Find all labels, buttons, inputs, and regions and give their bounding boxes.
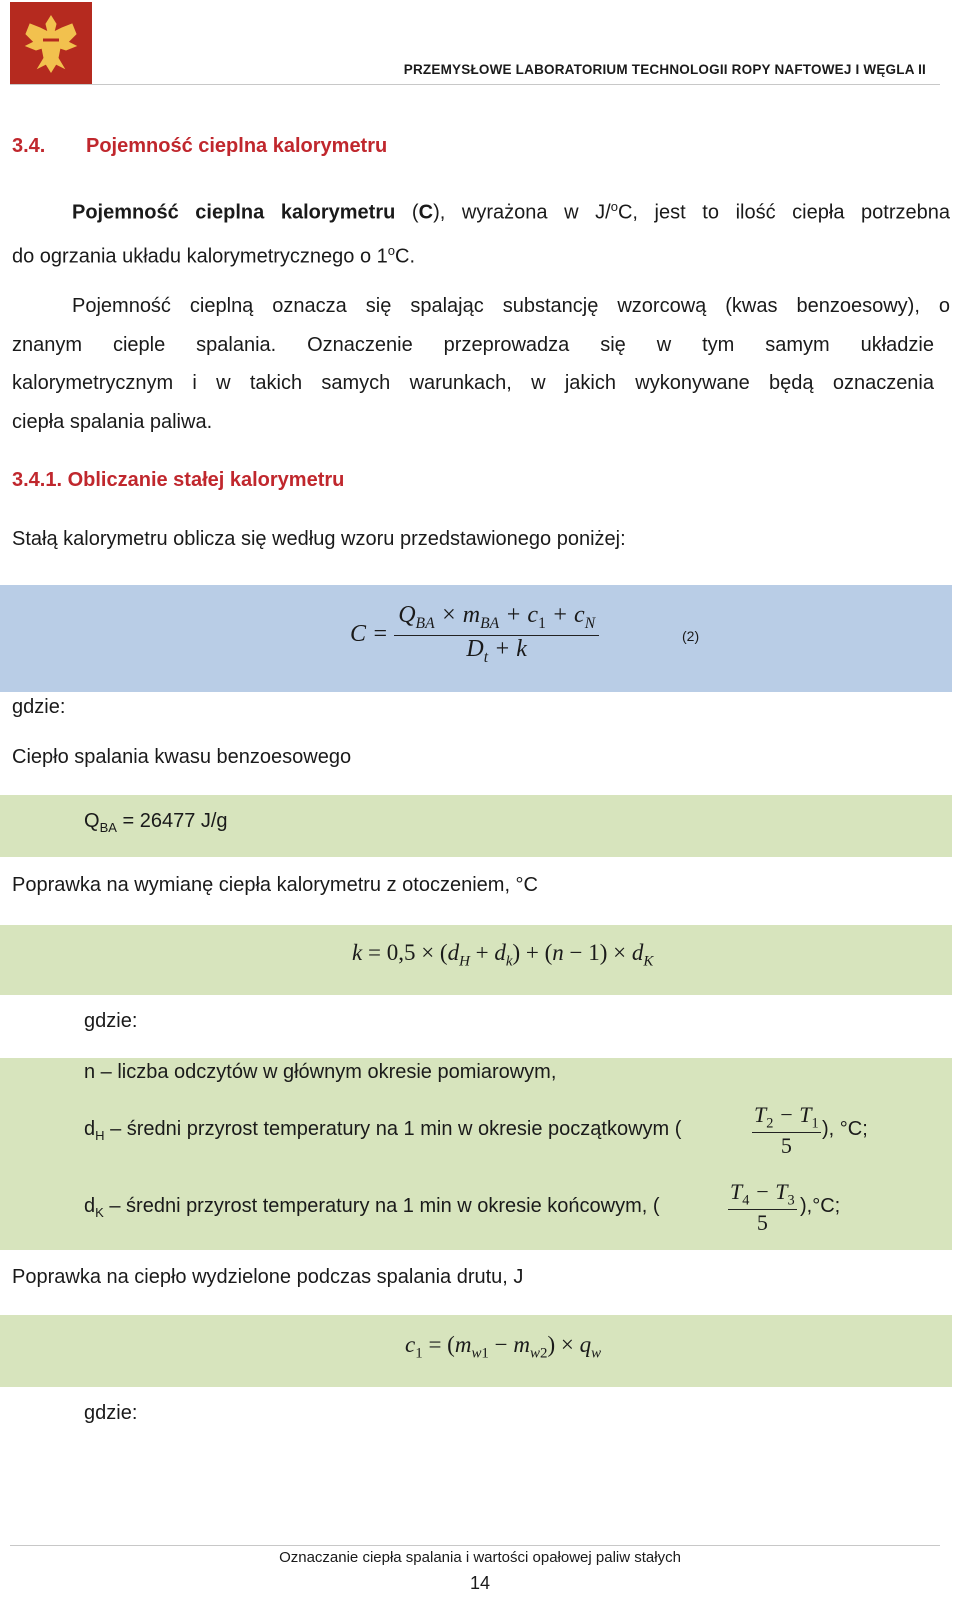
definition-open: ( (395, 201, 419, 224)
degree-sup-2: o (387, 243, 396, 259)
footer-divider (10, 1545, 940, 1546)
dh-fraction: $\frac{T_2 - T_1}{5}$ (754, 1102, 819, 1159)
definition-line-2 (12, 232, 952, 276)
header-divider (10, 84, 940, 85)
header-title: PRZEMYSŁOWE LABORATORIUM TECHNOLOGII ROPY NAFTOWEJ I WĘGLA II (403, 62, 926, 77)
dk-unit: ),°C; (800, 1195, 841, 1217)
university-logo (10, 2, 92, 84)
method-line-4: ciepła spalania paliwa. (12, 410, 213, 433)
dh-symbol: d (84, 1118, 96, 1140)
method-paragraph (12, 287, 952, 441)
where-label-1: gdzie: (12, 696, 66, 718)
method-line-2: znanym cieple spalania. Oznaczenie przeprowadza się w tym samym układzie (12, 333, 934, 356)
footer-title: Oznaczanie ciepła spalania i wartości opałowej paliw stałych (279, 1549, 681, 1566)
n-definition: n – liczba odczytów w głównym okresie pomiarowym, (84, 1061, 557, 1083)
definition-text-b: C, jest to ilość ciepła potrzebna (617, 201, 950, 224)
dk-fraction: $\frac{T_4 - T_3}{5}$ (730, 1179, 795, 1236)
dk-text: – średni przyrost temperatury na 1 min w okresie końcowym, ( (103, 1195, 660, 1217)
method-line-1: Pojemność cieplną oznacza się spalając substancję wzorcową (kwas benzoesowy), o (72, 295, 950, 317)
definition-symbol: C (418, 201, 434, 224)
section-number: 3.4. (12, 135, 46, 157)
dk-definition (84, 1179, 944, 1239)
eagle-emblem-icon (10, 2, 92, 84)
page-number: 14 (469, 1573, 491, 1593)
section-title: Pojemność cieplna kalorymetru (86, 135, 388, 157)
wire-heat-correction-label: Poprawka na ciepło wydzielone podczas spalania drutu, J (12, 1266, 524, 1288)
formula-intro: Stałą kalorymetru oblicza się według wzoru przedstawionego poniżej: (12, 528, 626, 550)
definition-paragraph (12, 188, 952, 276)
dh-definition (84, 1102, 944, 1162)
heat-exchange-correction-label: Poprawka na wymianę ciepła kalorymetru z otoczeniem, °C (12, 874, 538, 896)
dk-subscript: K (95, 1205, 104, 1220)
degree-sup: o (610, 199, 618, 214)
definition-term: Pojemność cieplna kalorymetru (72, 201, 396, 224)
qba-subscript: BA (99, 820, 117, 835)
definition-text-a: ), wyrażona w J/ (433, 201, 611, 224)
qba-number: = 26477 J/g (116, 810, 228, 832)
formula-number: (2) (682, 628, 700, 644)
dk-symbol: d (84, 1195, 96, 1217)
method-line-3: kalorymetrycznym i w takich samych warunkach, w jakich wykonywane będą oznaczenia (12, 372, 934, 394)
formula-k: $k = 0,5 \times (d_H + d_k) + (n - 1) \times d_K$ (352, 940, 654, 970)
definition-line-1 (12, 188, 950, 232)
where-label-2: gdzie: (84, 1010, 138, 1032)
heat-of-combustion-label: Ciepło spalania kwasu benzoesowego (12, 746, 352, 768)
dh-unit: ), °C; (822, 1118, 868, 1140)
section-heading (12, 135, 387, 158)
dh-text: – średni przyrost temperatury na 1 min w okresie początkowym ( (104, 1118, 682, 1140)
qba-symbol: Q (84, 810, 100, 832)
where-label-3: gdzie: (84, 1402, 138, 1424)
qba-value (84, 810, 228, 835)
formula-c1: $c_1 = (m_{w1} - m_{w2}) \times q_w$ (405, 1332, 602, 1362)
subsection-heading: 3.4.1. Obliczanie stałej kalorymetru (12, 469, 345, 491)
dh-subscript: H (95, 1128, 105, 1143)
formula-calorimeter-constant: C = $\frac{Q_{BA} \times m_{BA} + c_1 + c_N}{D_t + k}$ (350, 602, 599, 667)
definition-text-c: do ogrzania układu kalorymetrycznego o 1 (12, 245, 388, 268)
definition-text-d: C. (395, 245, 416, 268)
